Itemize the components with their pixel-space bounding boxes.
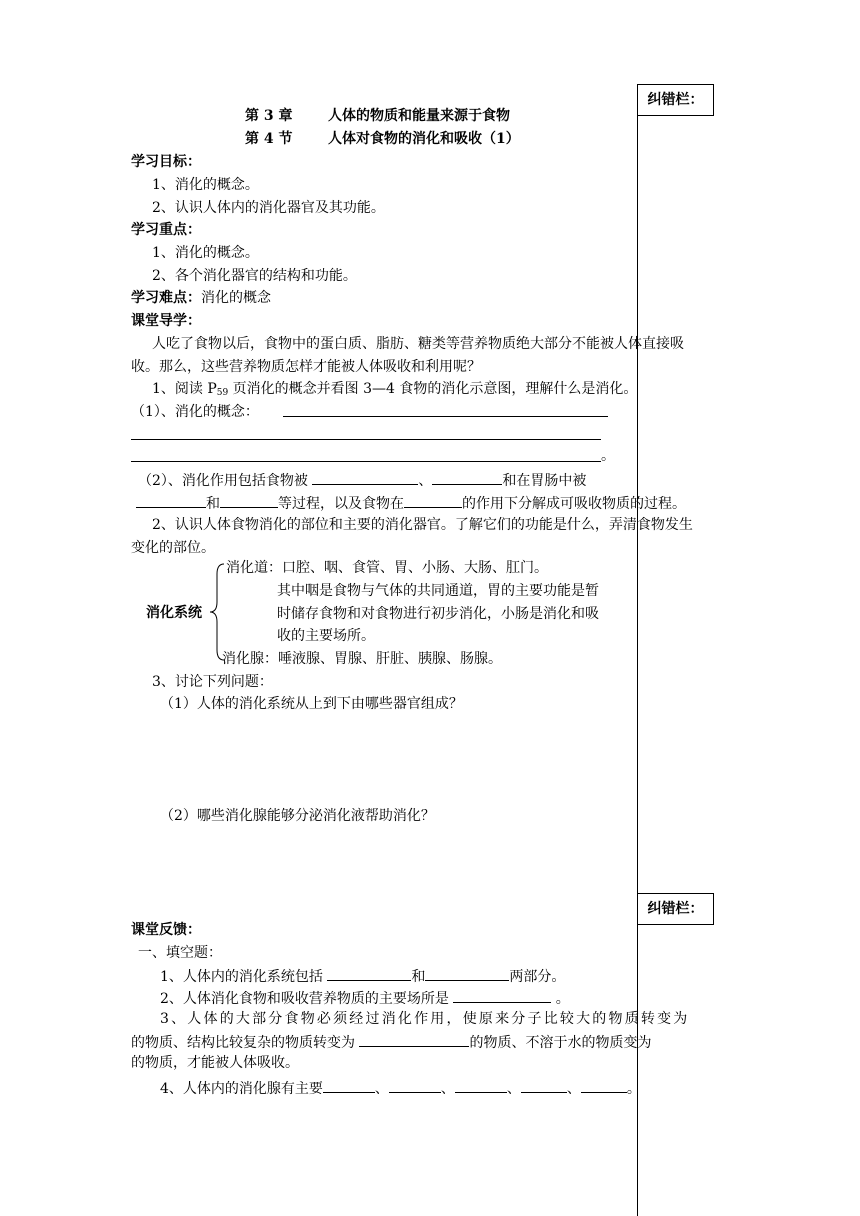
text: 的物质、结构比较复杂的物质转变为	[131, 1035, 360, 1051]
key-point-item: 2、各个消化器官的结构和功能。	[152, 268, 357, 284]
text: 、	[440, 1081, 455, 1097]
feedback-q4	[160, 1077, 641, 1099]
answer-blank[interactable]	[359, 1031, 469, 1047]
key-point-item: 1、消化的概念。	[152, 245, 259, 261]
intro-line: 人吃了食物以后，食物中的蛋白质、脂肪、糖类等营养物质绝大部分不能被人体直接吸	[152, 336, 684, 352]
text: 1、人体内的消化系统包括	[160, 969, 328, 985]
question-3-1: （1）人体的消化系统从上到下由哪些器官组成？	[160, 696, 463, 712]
key-points-heading: 学习重点：	[131, 222, 201, 238]
answer-blank[interactable]	[581, 1077, 627, 1093]
system-label: 消化系统	[146, 605, 202, 621]
question-2: 2、认识人体食物消化的部位和主要的消化器官。了解它们的功能是什么，弄清食物发生	[152, 517, 693, 533]
feedback-q1	[160, 965, 565, 987]
difficulty-text: 消化的概念	[201, 290, 271, 306]
answer-blank[interactable]	[521, 1077, 567, 1093]
question-3: 3、讨论下列问题：	[152, 674, 273, 690]
correction-box-bottom	[637, 893, 714, 925]
difficulty-heading: 学习难点：	[131, 290, 201, 306]
page-subscript: 59	[216, 388, 229, 398]
digestion-process-line	[136, 492, 686, 514]
text: 2、人体消化食物和吸收营养物质的主要场所是	[160, 991, 454, 1007]
text: 。	[551, 991, 570, 1007]
text: 的物质、不溶于水的物质变为	[469, 1035, 652, 1051]
text: 。	[626, 1081, 641, 1097]
feedback-q2	[160, 987, 570, 1009]
answer-blank[interactable]	[220, 492, 278, 508]
objectives-heading: 学习目标：	[131, 154, 201, 170]
question-3-2: （2）哪些消化腺能够分泌消化液帮助消化？	[160, 808, 435, 824]
feedback-q3	[131, 1031, 651, 1053]
fill-in-heading: 一、填空题：	[138, 945, 222, 961]
feedback-q3: 3、人体的大部分食物必须经过消化作用，使原来分子比较大的物质转变为	[160, 1011, 690, 1027]
q1-text: 1、阅读 P	[152, 381, 217, 397]
answer-blank[interactable]	[312, 469, 418, 485]
answer-blank[interactable]	[453, 987, 551, 1003]
answer-blank[interactable]	[131, 439, 601, 440]
text: 两部分。	[509, 969, 566, 985]
text: 和在胃肠中被	[502, 473, 587, 489]
intro-line: 收。那么，这些营养物质怎样才能被人体吸收和利用呢？	[131, 359, 481, 375]
answer-blank[interactable]	[323, 1077, 375, 1093]
answer-blank[interactable]	[425, 965, 509, 981]
text: 、	[374, 1081, 389, 1097]
feedback-q3: 的物质，才能被人体吸收。	[131, 1055, 299, 1071]
answer-blank[interactable]	[136, 492, 206, 508]
text: 的作用下分解成可吸收物质的过程。	[462, 496, 686, 512]
tract-note-line: 收的主要场所。	[277, 628, 375, 644]
answer-blank[interactable]	[455, 1077, 507, 1093]
answer-blank[interactable]	[327, 965, 411, 981]
objective-item: 2、认识人体内的消化器官及其功能。	[152, 200, 385, 216]
guide-heading: 课堂导学：	[131, 313, 201, 329]
answer-blank[interactable]	[131, 461, 601, 462]
digestive-glands: 消化腺：唾液腺、胃腺、肝脏、胰腺、肠腺。	[222, 651, 502, 667]
correction-label: 纠错栏：	[647, 92, 704, 108]
objective-item: 1、消化的概念。	[152, 177, 259, 193]
chapter-title: 人体的物质和能量来源于食物	[328, 108, 510, 124]
tract-note-line: 其中咽是食物与气体的共同通道，胃的主要功能是暂	[277, 583, 599, 599]
answer-blank[interactable]	[432, 469, 502, 485]
text: 等过程，以及食物在	[278, 496, 404, 512]
digestive-tract: 消化道：口腔、咽、食管、胃、小肠、大肠、肛门。	[226, 560, 548, 576]
tract-note-line: 时储存食物和对食物进行初步消化，小肠是消化和吸	[277, 606, 599, 622]
section-number: 第 4 节	[245, 131, 293, 147]
digestion-process-line	[138, 469, 586, 491]
question-2: 变化的部位。	[131, 540, 215, 556]
correction-label: 纠错栏：	[647, 901, 704, 917]
correction-box-top	[637, 84, 714, 116]
q1-text: 页消化的概念并看图 3—4 食物的消化示意图，理解什么是消化。	[228, 381, 638, 397]
question-1	[152, 379, 637, 403]
text: 和	[206, 496, 220, 512]
difficulty-row	[131, 288, 271, 308]
section-title: 人体对食物的消化和吸收（1）	[328, 131, 520, 147]
concept-label: （1）、消化的概念：	[131, 404, 259, 420]
period: 。	[601, 448, 615, 464]
text: 4、人体内的消化腺有主要	[160, 1081, 323, 1097]
text: 、	[418, 473, 433, 489]
text: 、	[506, 1081, 521, 1097]
text: （2）、消化作用包括食物被	[138, 473, 313, 489]
text: 和	[411, 969, 426, 985]
answer-blank[interactable]	[283, 416, 608, 417]
answer-blank[interactable]	[404, 492, 462, 508]
answer-blank[interactable]	[389, 1077, 441, 1093]
feedback-heading: 课堂反馈：	[131, 922, 201, 938]
chapter-number: 第 3 章	[245, 108, 293, 124]
text: 、	[566, 1081, 581, 1097]
